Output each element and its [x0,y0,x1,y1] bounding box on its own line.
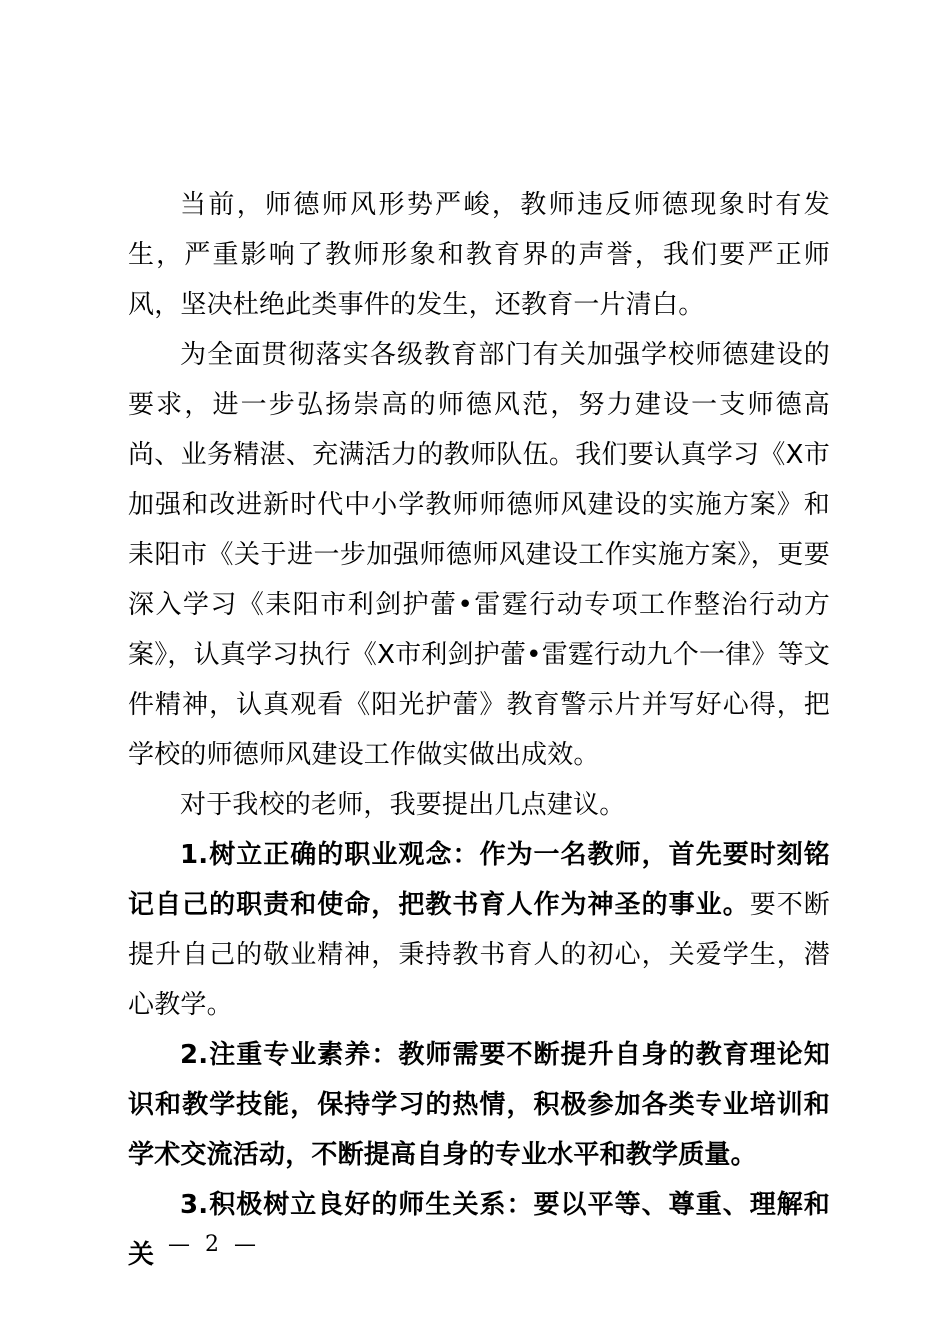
suggestion-heading: 1.树立正确的职业观念：作为一名教师，首先要时刻铭记自己的职责和使命，把教书育人作为神圣的事业。 [128,840,830,920]
suggestion-item-1 [128,830,830,1030]
paragraph-text: 对于我校的老师，我要提出几点建议。 [180,790,626,820]
page-number: — 2 — [168,1232,260,1257]
paragraph-text: 当前，师德师风形势严峻，教师违反师德现象时有发生，严重影响了教师形象和教育界的声誉，我们要严正师风，坚决杜绝此类事件的发生，还教育一片清白。 [128,190,830,320]
suggestion-text: 要不断提升自己的敬业精神，秉持教书育人的初心，关爱学生，潜心教学。 [128,890,830,1020]
suggestion-heading: 2.注重专业素养：教师需要不断提升自身的教育理论知识和教学技能，保持学习的热情，积极参加各类专业培训和学术交流活动，不断提高自身的专业水平和教学质量。 [128,1040,830,1170]
paragraph-implementation [128,330,830,780]
suggestion-heading: 3.积极树立良好的师生关系：要以平等、尊重、理解和关 [128,1190,830,1270]
suggestion-item-3 [128,1180,830,1280]
document-body [128,180,830,1280]
paragraph-suggestions-intro [128,780,830,830]
paragraph-situation [128,180,830,330]
paragraph-text: 为全面贯彻落实各级教育部门有关加强学校师德建设的要求，进一步弘扬崇高的师德风范，努力建设一支师德高尚、业务精湛、充满活力的教师队伍。我们要认真学习《X市加强和改进新时代中小学教师师德师风建设的实施方案》和耒阳市《关于进一步加强师德师风建设工作实施方案》，更要深入学习《耒阳市利剑护蕾•雷霆行动专项工作整治行动方案》，认真学习执行《X市利剑护蕾•雷霆行动九个一律》等文件精神，认真观看《阳光护蕾》教育警示片并写好心得，把学校的师德师风建设工作做实做出成效。 [128,340,830,770]
suggestion-item-2 [128,1030,830,1180]
